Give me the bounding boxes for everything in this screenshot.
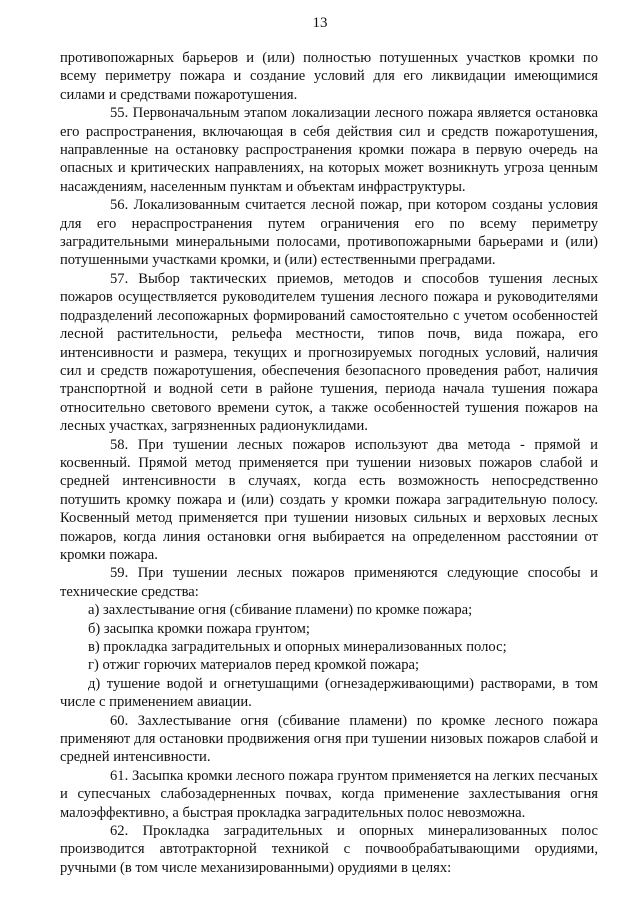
paragraph-55: 55. Первоначальным этапом локализации лесного пожара является остановка его распространения, включающая в себя действия сил и средств пожаротушения, направленные на остановку распространения кромки пожара в первую очередь на опасных и критических направлениях, на которых может возникнуть угроза ценным насаждениям, населенным пунктам и объектам инфраструктуры.: [60, 105, 598, 195]
paragraph-58: 58. При тушении лесных пожаров используют два метода - прямой и косвенный. Прямой метод применяется при тушении низовых пожаров слабой и средней интенсивности в случаях, когда есть возможность непосредственно потушить кромку пожара и (или) создать у кромки пожара заградительную полосу. Косвенный метод применяется при тушении низовых сильных и верховых лесных пожаров, когда линия остановки огня выбирается на определенном расстоянии от кромки пожара.: [60, 436, 598, 563]
list-item-v: в) прокладка заградительных и опорных минерализованных полос;: [88, 639, 507, 655]
list-item-d: д) тушение водой и огнетушащими (огнезадерживающими) растворами, в том числе с применением авиации.: [60, 675, 598, 711]
paragraph-62: 62. Прокладка заградительных и опорных минерализованных полос производится автотракторной техникой с почвообрабатывающими орудиями, ручными (в том числе механизированными) орудиями в целях:: [60, 823, 598, 876]
list-item-b: б) засыпка кромки пожара грунтом;: [88, 620, 310, 637]
page-number: 13: [312, 15, 328, 31]
paragraph-56: 56. Локализованным считается лесной пожар, при котором созданы условия для его нераспространения путем ограничения его по всему периметру заградительными минеральными полосами, противопожарными барьерами и (или) потушенными участками кромки, и (или) естественными преградами.: [60, 197, 598, 269]
paragraph-59: 59. При тушении лесных пожаров применяются следующие способы и технические средства:: [60, 565, 598, 600]
page-body: [60, 49, 598, 877]
paragraph-57: 57. Выбор тактических приемов, методов и способов тушения лесных пожаров осуществляется руководителем тушения лесного пожара и руководителями подразделений лесопожарных формирований самостоятельно с учетом особенностей лесной растительности, рельефа местности, типов почв, вида пожара, его интенсивности и размера, текущих и прогнозируемых погодных условий, наличия сил и средств пожаротушения, обеспечения безопасного проведения работ, наличия транспортной и водной сети в районе тушения, периода начала тушения пожара относительно светового времени суток, а также особенностей тушения пожаров на лесных участках, загрязненных радионуклидами.: [60, 270, 598, 435]
list-item-g: г) отжиг горючих материалов перед кромкой пожара;: [88, 657, 420, 674]
paragraph-61: 61. Засыпка кромки лесного пожара грунтом применяется на легких песчаных и супесчаных слабозадерненных почвах, когда применение захлестывания огня малоэффективно, а быстрая прокладка заградительных полос невозможна.: [60, 767, 598, 821]
paragraph-60: 60. Захлестывание огня (сбивание пламени) по кромке лесного пожара применяют для остановки продвижения огня при тушении низовых пожаров слабой и средней интенсивности.: [60, 712, 598, 766]
paragraph-continuation: противопожарных барьеров и (или) полностью потушенных участков кромки по всему периметру пожара и создание условий для его ликвидации имеющимися силами и средствами пожаротушения.: [60, 50, 598, 103]
list-item-a: а) захлестывание огня (сбивание пламени) по кромке пожара;: [88, 602, 473, 619]
